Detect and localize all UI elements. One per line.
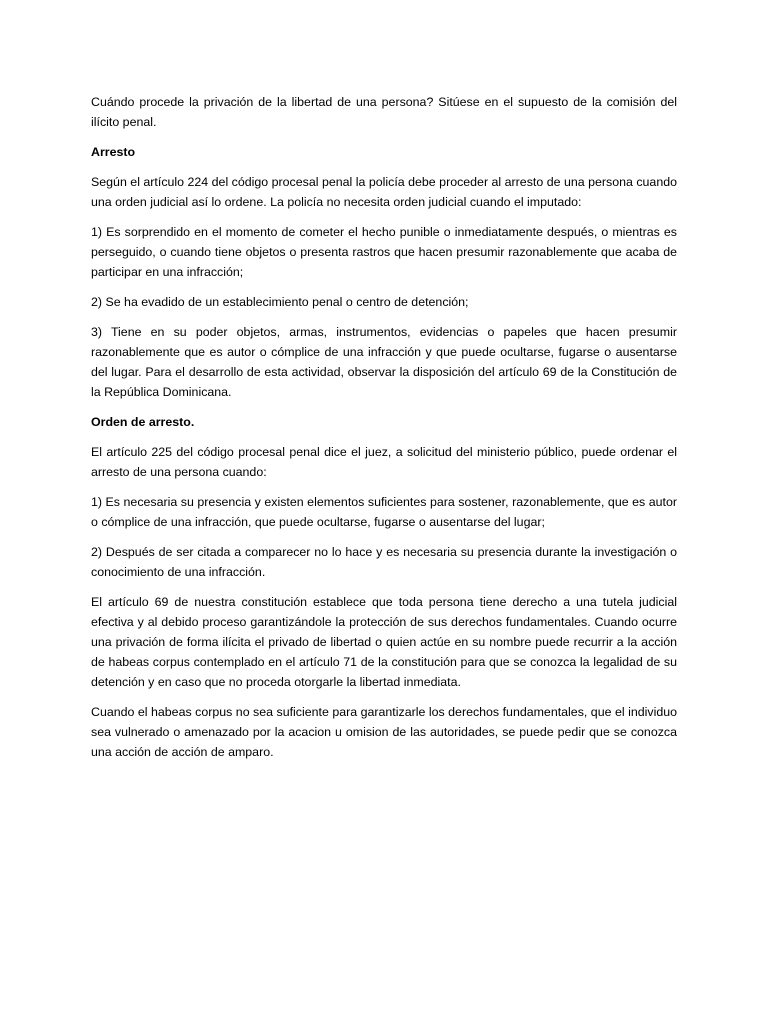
list-item-citada: 2) Después de ser citada a comparecer no lo hace y es necesaria su presencia durante la investigación o conocimiento de una infracción. [91,545,677,579]
article-69-paragraph: El artículo 69 de nuestra constitución establece que toda persona tiene derecho a una tutela judicial efectiva y al debido proceso garantizándole la protección de sus derechos fundamentales. Cuando ocurre una privación de forma ilícita el privado de libertad o quien actúe en su nombre puede recurrir a la acción de habeas corpus contemplado en el artículo 71 de la constitución para que se conozca la legalidad de su detención y en caso que no proceda otorgarle la libertad inmediata. [91,595,677,689]
heading-arresto: Arresto [91,145,136,159]
document-body [91,92,677,772]
list-item-evadido: 2) Se ha evadido de un establecimiento penal o centro de detención; [91,295,469,309]
article-224-paragraph: Según el artículo 224 del código procesal penal la policía debe proceder al arresto de una persona cuando una orden judicial así lo ordene. La policía no necesita orden judicial cuando el imputado: [91,175,677,209]
article-225-paragraph: El artículo 225 del código procesal penal dice el juez, a solicitud del ministerio público, puede ordenar el arresto de una persona cuando: [91,445,677,479]
list-item-poder: 3) Tiene en su poder objetos, armas, instrumentos, evidencias o papeles que hacen presumir razonablemente que es autor o cómplice de una infracción y que puede ocultarse, fugarse o ausentarse del lugar. Para el desarrollo de esta actividad, observar la disposición del artículo 69 de la Constitución de la República Dominicana. [91,325,677,399]
amparo-paragraph: Cuando el habeas corpus no sea suficiente para garantizarle los derechos fundamentales, que el individuo sea vulnerado o amenazado por la acacion u omision de las autoridades, se puede pedir que se conozca una acción de acción de amparo. [91,705,677,759]
question-paragraph: Cuándo procede la privación de la libertad de una persona? Sitúese en el supuesto de la comisión del ilícito penal. [91,95,677,129]
list-item-necesaria: 1) Es necesaria su presencia y existen elementos suficientes para sostener, razonablemente, que es autor o cómplice de una infracción, que puede ocultarse, fugarse o ausentarse del lugar; [91,495,677,529]
list-item-sorprendido: 1) Es sorprendido en el momento de cometer el hecho punible o inmediatamente después, o mientras es perseguido, o cuando tiene objetos o presenta rastros que hacen presumir razonablemente que acaba de participar en una infracción; [91,225,677,279]
heading-orden-de-arresto: Orden de arresto. [91,415,195,429]
